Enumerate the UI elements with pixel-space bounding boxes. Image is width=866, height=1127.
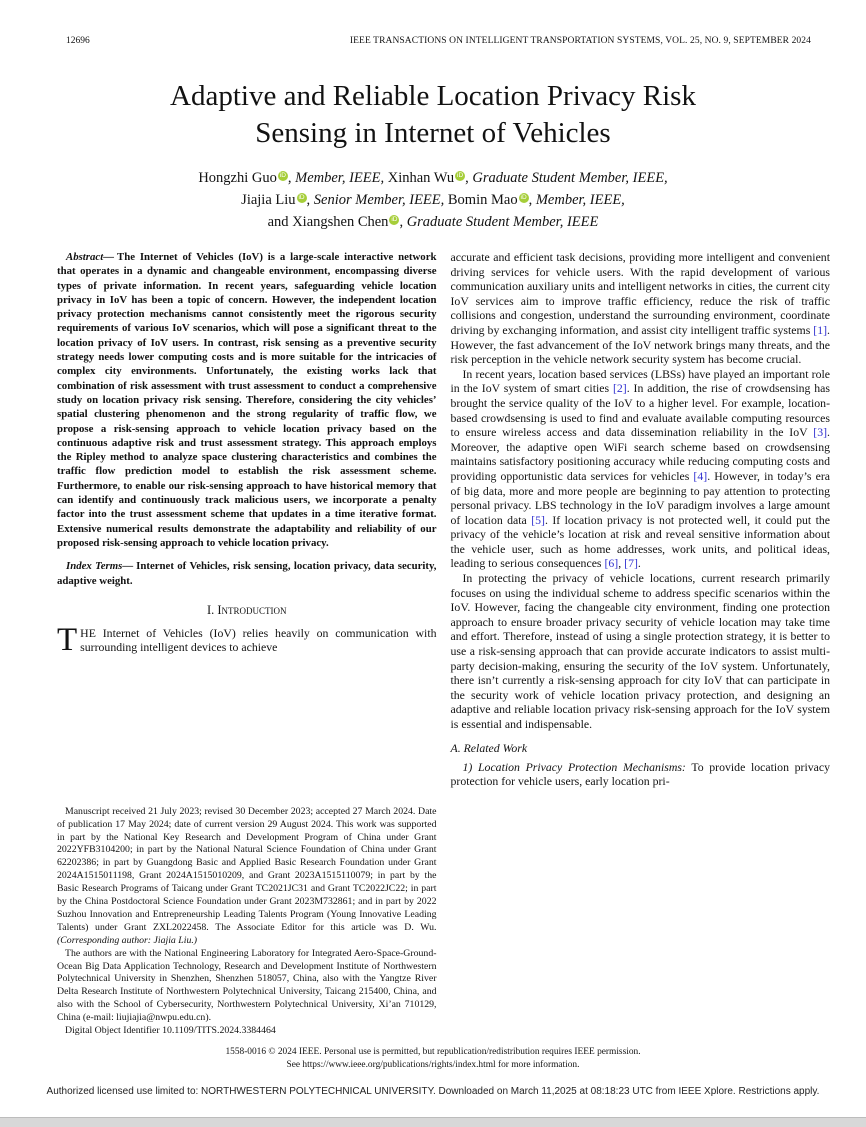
author-line: Jiajia Liu $^{iD}$ , Senior Member, IEEE, Bomin Mao $^{iD}$ , Member, IEEE,	[241, 192, 625, 208]
body-paragraph-3: In protecting the privacy of vehicle locations, current research primarily focuses on using the individual scheme to address specific scenarios within the IoV. However, facing the changeable city environment, finding one protection approach to ensure broader privacy security of vehicle location may take time and effort. Therefore, instead of using a single protection strategy, it is better to use a risk-sensing approach that can provide accurate indicators to assist multi-party decision-making, ensuring the security of the IoV system. Unfortunately, there isn’t currently a risk-sensing approach for city IoV that can participate in the security work of vehicle location privacy protection, and designing an adaptive and reliable location privacy risk-sensing approach for the IoV system is essential and indispensable.	[450, 571, 830, 731]
author-name: Xiangshen Chen	[292, 214, 389, 230]
affiliation-footnote: The authors are with the National Engineering Laboratory for Integrated Aero-Space-Ground-Ocean Big Data Application Technology, Research and Development Institute of Northwestern Polytechnical University in Shenzhen, Shenzhen 518057, China, also with the Yangtze River Delta Research Institute of Northwestern Polytechnical University, Taicang 215400, China, and also with the School of Cybersecurity, Northwestern Polytechnical University, Xi’an 710129, China (e-mail: liujiajia@nwpu.edu.cn).	[57, 947, 437, 1024]
author-line: Hongzhi Guo $^{iD}$ , Member, IEEE, Xinhan Wu $^{iD}$ , Graduate Student Member, IEEE,	[198, 170, 668, 186]
right-column	[451, 250, 831, 1038]
abstract-label: Abstract—	[66, 251, 114, 263]
orcid-icon[interactable]: iD	[457, 172, 464, 179]
body-paragraph-1: accurate and efficient task decisions, providing more intelligent and convenient driving services for vehicle users. With the rapid development of various communication auxiliary units and intelligent networks in cities, the current city IoV services aim to improve traffic efficiency, reduce the risk of traffic collisions and congestion, understand the surrounding environment, coordinate driving by exchanging information, and assist city intelligent traffic systems [1]. However, the fast advancement of the IoV network brings many threats, and the risk perception in the vehicle network security system has become crucial.	[450, 250, 830, 367]
author-name: Bomin Mao	[447, 192, 518, 208]
citation-link[interactable]: [4]	[693, 468, 708, 483]
journal-header: IEEE TRANSACTIONS ON INTELLIGENT TRANSPORTATION SYSTEMS, VOL. 25, NO. 9, SEPTEMBER 2024	[349, 36, 811, 46]
author-role: Graduate Student Member, IEEE,	[472, 170, 668, 186]
author-name: Jiajia Liu	[241, 192, 296, 208]
drop-cap: T	[57, 621, 78, 658]
doi-line: Digital Object Identifier 10.1109/TITS.2024.3384464	[65, 1025, 276, 1037]
copyright-line2: See https://www.ieee.org/publications/rights/index.html for more information.	[286, 1059, 580, 1070]
subsection-text: To provide location privacy protection for vehicle users, early location pri-	[450, 759, 830, 789]
abstract-text: The Internet of Vehicles (IoV) is a large-scale interactive network that operates in a dynamic and changeable environment, encompassing diverse types of private information. In recent years, safeguarding vehicle location privacy in IoV has been a topic of concern. However, the independent location privacy protection mechanisms cannot consistently meet the rigorous security requirements of various IoV scenarios, which will pose a significant threat to the location privacy of IoV users. In contrast, risk sensing as a preventive security strategy needs lower computing costs and is more suitable for the intricacies of complex city environments. Unfortunately, the existing works lack that combination of risk assessment with trust assessment to conduct a comprehensive study on location privacy risk sensing. Therefore, considering the city vehicles’ spatial clustering phenomenon and the strong regularity of traffic flow, we propose a risk-sensing approach to vehicle location privacy based on the continuous adaptive risk and trust assessment strategy. This approach employs the Ripley method to analyze space clustering characteristics and combines the traffic flow prediction model to establish the risk assessment scheme. Furthermore, to enable our risk-sensing approach to have historical memory that can identify and continuously track malicious users, we incorporate a penalty factor into the trust assessment scheme that updates in a time iterative format. Extensive numerical results demonstrate the adaptability and reliability of our proposed risk-sensing approach to vehicle location privacy.	[57, 251, 437, 549]
intro-text: HE Internet of Vehicles (IoV) relies heavily on communication with surrounding intelligent devices to achieve	[80, 625, 437, 655]
author-role: Senior Member, IEEE,	[313, 192, 445, 208]
first-page-footnotes	[57, 806, 437, 1038]
index-terms-text: Internet of Vehicles, risk sensing, location privacy, data security, adaptive weight.	[57, 560, 437, 587]
orcid-icon[interactable]: iD	[520, 194, 527, 201]
viewer-bottom-bar	[0, 1117, 866, 1127]
citation-link[interactable]: [2]	[612, 381, 627, 396]
author-role: Member, IEEE,	[295, 170, 385, 186]
citation-link[interactable]: [3]	[813, 425, 828, 440]
orcid-icon[interactable]: iD	[391, 216, 398, 223]
citation-link[interactable]: [6]	[604, 556, 619, 571]
subsection-lead: 1) Location Privacy Protection Mechanisms:	[462, 759, 686, 774]
index-terms-label: Index Terms—	[66, 560, 134, 573]
manuscript-footnote-text: Manuscript received 21 July 2023; revised 30 December 2023; accepted 27 March 2024. Date of publication 17 May 2024; date of current version 29 August 2024. This work was supported in part by the National Key Research and Development Program of China under Grant 2022YFB3104200; in part by the National Natural Science Foundation of China under Grant 62202386; in part by Guangdong Basic and Applied Basic Research Foundation under Grant 2024A1515011198, Grant 2024A1515010209, and Grant 2023A1515110079; in part by the Basic Research Programs of Taicang under Grant TC2021JC31 and Grant TC2022JC22; in part by the China Postdoctoral Science Foundation under Grant 2023M732861; and in part by 2022 Suzhou Innovation and Entrepreneurship Leading Talents Program (Young Innovative Leading Talents) under Grant ZXL2022458. The Associate Editor for this article was D. Wu.	[57, 805, 437, 933]
paper-title	[0, 0, 866, 152]
manuscript-footnote	[57, 806, 437, 948]
two-column-body	[57, 250, 830, 1038]
author-name: Hongzhi Guo	[198, 170, 277, 186]
intro-paragraph	[57, 621, 437, 658]
author-name: Xinhan Wu	[387, 170, 455, 186]
orcid-icon[interactable]: iD	[298, 194, 305, 201]
citation-link[interactable]: [5]	[531, 512, 545, 527]
section-heading-introduction: I. Introduction	[206, 602, 287, 617]
author-role: Graduate Student Member, IEEE	[406, 214, 599, 230]
author-role: Member, IEEE,	[535, 192, 625, 208]
license-notice: Authorized licensed use limited to: NORTHWESTERN POLYTECHNICAL UNIVERSITY. Downloaded on March 11,2025 at 08:18:23 UTC from IEEE Xplore. Restrictions apply.	[46, 1086, 820, 1097]
authors-block	[0, 167, 866, 233]
paper-title-line1: Adaptive and Reliable Location Privacy Risk	[170, 80, 696, 112]
body-paragraph-2: In recent years, location based services (LBSs) have played an important role in the IoV system of smart cities [2]. In addition, the rise of crowdsensing has brought the service quality of the IoV to a higher level. For example, location-based crowdsensing is used to find and evaluate available computing resources to ensure wireless access and data dissemination reliability in the IoV [3]. Moreover, the adaptive open WiFi search scheme based on crowdsensing maintains satisfactory positioning accuracy while reducing computing costs and providing opportunistic data services for vehicles [4]. However, in today’s era of big data, more and more people are beginning to pay attention to protecting personal privacy. LBS technology in the IoV paradigm involves a large amount of location data [5]. If location privacy is not protected well, it could put the privacy of the vehicle’s location at risk and reveal sensitive information about the vehicle user, such as home addresses, work units, and political ideas, leading to serious consequences [6], [7].	[450, 366, 830, 571]
abstract-paragraph	[57, 250, 437, 550]
paper-title-line2: Sensing in Internet of Vehicles	[255, 117, 611, 149]
copyright-footer	[0, 1046, 866, 1071]
author-line: and Xiangshen Chen $^{iD}$ , Graduate Student Member, IEEE	[267, 214, 599, 230]
page-number: 12696	[66, 36, 90, 46]
running-head	[66, 36, 811, 46]
corresponding-author-note: (Corresponding author: Jiajia Liu.)	[57, 934, 198, 946]
body-paragraph-4	[451, 760, 831, 789]
left-column	[57, 250, 437, 1038]
copyright-line1: 1558-0016 © 2024 IEEE. Personal use is permitted, but republication/redistribution requires IEEE permission.	[225, 1047, 641, 1057]
related-work-heading: A. Related Work	[450, 740, 528, 755]
citation-link[interactable]: [7]	[624, 556, 638, 571]
index-terms-paragraph	[57, 559, 437, 588]
citation-link[interactable]: [1]	[813, 322, 828, 337]
orcid-icon[interactable]: iD	[279, 172, 286, 179]
